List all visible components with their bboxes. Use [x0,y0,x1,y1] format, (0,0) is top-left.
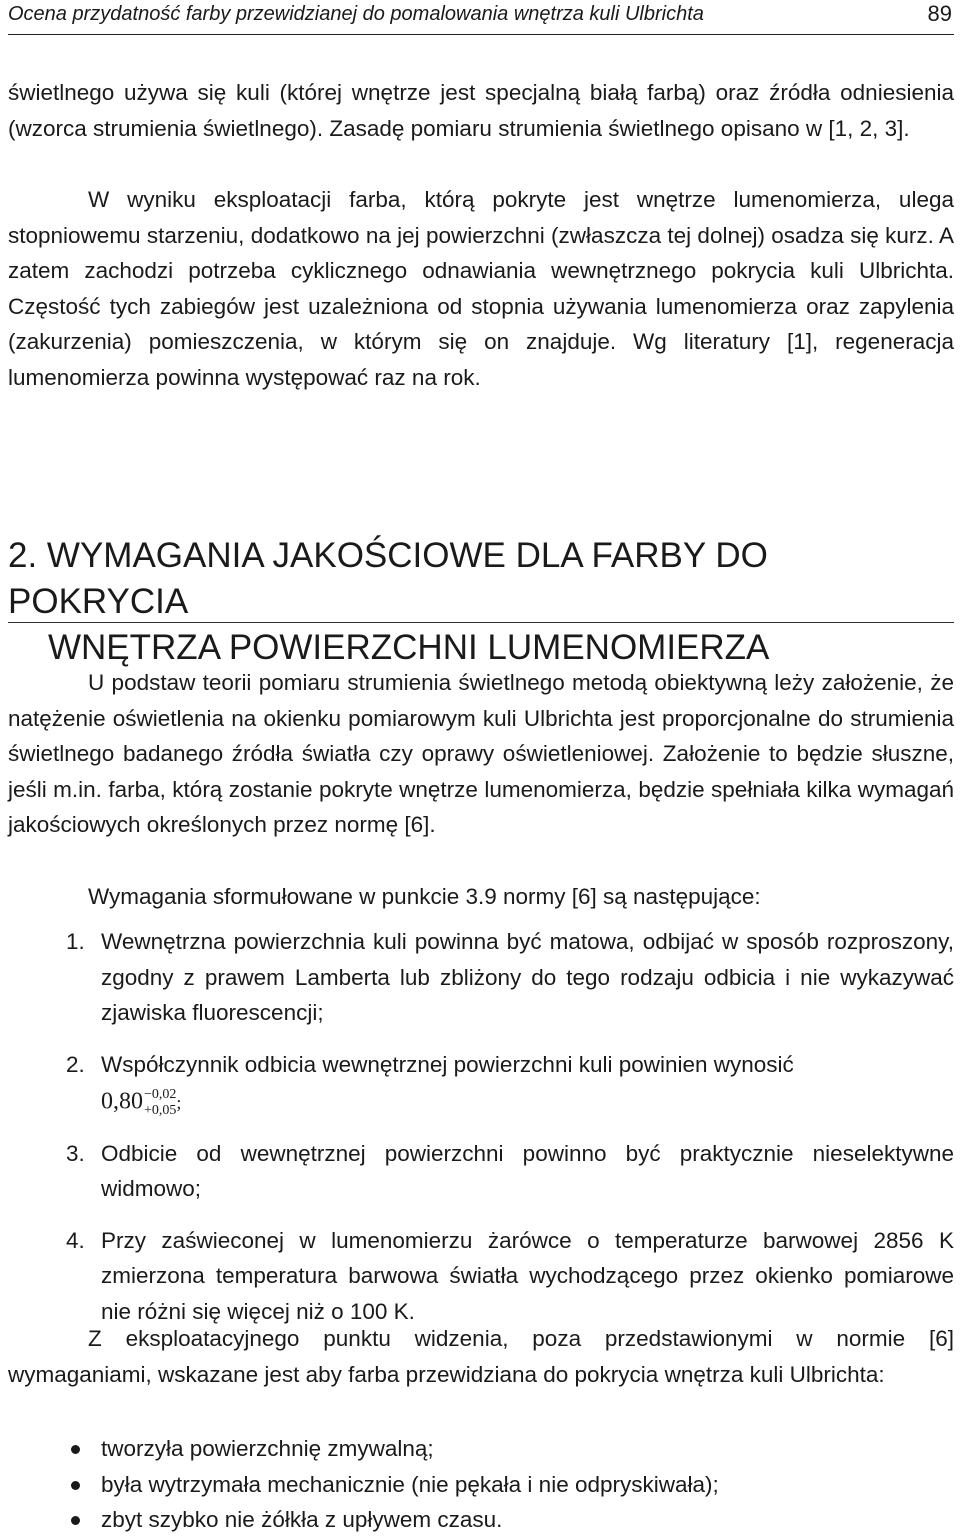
formula-base: 0,80 [101,1089,143,1115]
running-header [8,0,954,35]
bullet-text: zbyt szybko nie żółkła z upływem czasu. [101,1507,503,1532]
bullet-dot [71,1481,80,1490]
requirement-number: 4. [66,1227,85,1253]
requirement-number: 2. [66,1051,85,1077]
section-paragraph-3: Z eksploatacyjnego punktu widzenia, poza przedstawionymi w normie [6] wymaganiami, wskazane jest aby farba przewidziana do pokrycia wnętrza kuli Ulbrichta: [8,1326,954,1387]
bullet-dot [71,1516,80,1525]
requirement-text: Współczynnik odbicia wewnętrznej powierzchni kuli powinien wynosić [101,1051,794,1077]
requirement-text: Odbicie od wewnętrznej powierzchni powinno być praktycznie nieselektywne widmowo; [101,1140,954,1201]
page-number: 89 [927,1,952,26]
bullet-item [8,1431,954,1467]
reflectance-formula [101,1084,954,1120]
section-paragraph-2: Wymagania sformułowane w punkcie 3.9 normy [6] są następujące: [88,884,761,909]
formula-lower-tolerance: +0,05 [144,1103,177,1119]
section-heading-line-1: 2. WYMAGANIA JAKOŚCIOWE DLA FARBY DO POKRYCIA [8,536,768,621]
bullet-item [8,1502,954,1538]
requirement-text: Wewnętrzna powierzchnia kuli powinna być matowa, odbijać w sposób rozproszony, zgodny z prawem Lamberta lub zbliżony do tego rodzaju odbicia i nie wykazywać zjawiska fluorescencji; [101,929,954,1025]
requirement-text: Przy zaświeconej w lumenomierzu żarówce o temperaturze barwowej 2856 K zmierzona temperatura barwowa światła wychodzącego przez okienko pomiarowe nie różni się więcej niż o 100 K. [101,1227,954,1324]
requirements-list [8,924,954,1329]
heading-underline [8,622,954,623]
requirement-number: 1. [66,929,85,954]
section-heading [8,533,954,671]
requirement-item [8,1047,954,1120]
bullet-text: była wytrzymała mechanicznie (nie pękała i nie odpryskiwała); [101,1471,719,1497]
requirement-item [8,924,954,1031]
bullet-item [8,1467,954,1503]
bullet-dot [71,1445,80,1454]
section-heading-line-2: WNĘTRZA POWIERZCHNI LUMENOMIERZA [48,628,770,667]
formula-suffix: ; [176,1093,182,1113]
header-title: Ocena przydatność farby przewidzianej do pomalowania wnętrza kuli Ulbrichta [8,3,704,25]
requirement-item [8,1136,954,1207]
intro-paragraph-1: świetlnego używa się kuli (której wnętrze jest specjalną białą farbą) oraz źródła odniesienia (wzorca strumienia świetlnego). Zasadę pomiaru strumienia świetlnego opisano w [1, 2, 3]. [8,80,954,141]
section-paragraph-1: U podstaw teorii pomiaru strumienia świetlnego metodą obiektywną leży założenie, że natężenie oświetlenia na okienku pomiarowym kuli Ulbrichta jest proporcjonalne do strumienia świetlnego badanego źródła światła czy oprawy oświetleniowej. Założenie to będzie słuszne, jeśli m.in. farba, którą zostanie pokryte wnętrze lumenomierza, będzie spełniała kilka wymagań jakościowych określonych przez normę [6]. [8,670,954,837]
requirement-number: 3. [66,1140,85,1166]
intro-paragraph-2: W wyniku eksploatacji farba, którą pokryte jest wnętrze lumenomierza, ulega stopniowemu starzeniu, dodatkowo na jej powierzchni (zwłaszcza tej dolnej) osadza się kurz. A zatem zachodzi potrzeba cyklicznego odnawiania wewnętrznego pokrycia kuli Ulbrichta. Częstość tych zabiegów jest uzależniona od stopnia używania lumenomierza oraz zapylenia (zakurzenia) pomieszczenia, w którym się on znajduje. Wg literatury [1], regeneracja lumenomierza powinna występować raz na rok. [8,187,954,390]
formula-upper-tolerance: −0,02 [144,1087,177,1103]
requirement-item [8,1223,954,1330]
bullet-text: tworzyła powierzchnię zmywalną; [101,1436,434,1461]
paint-requirements-bullets [8,1431,954,1538]
